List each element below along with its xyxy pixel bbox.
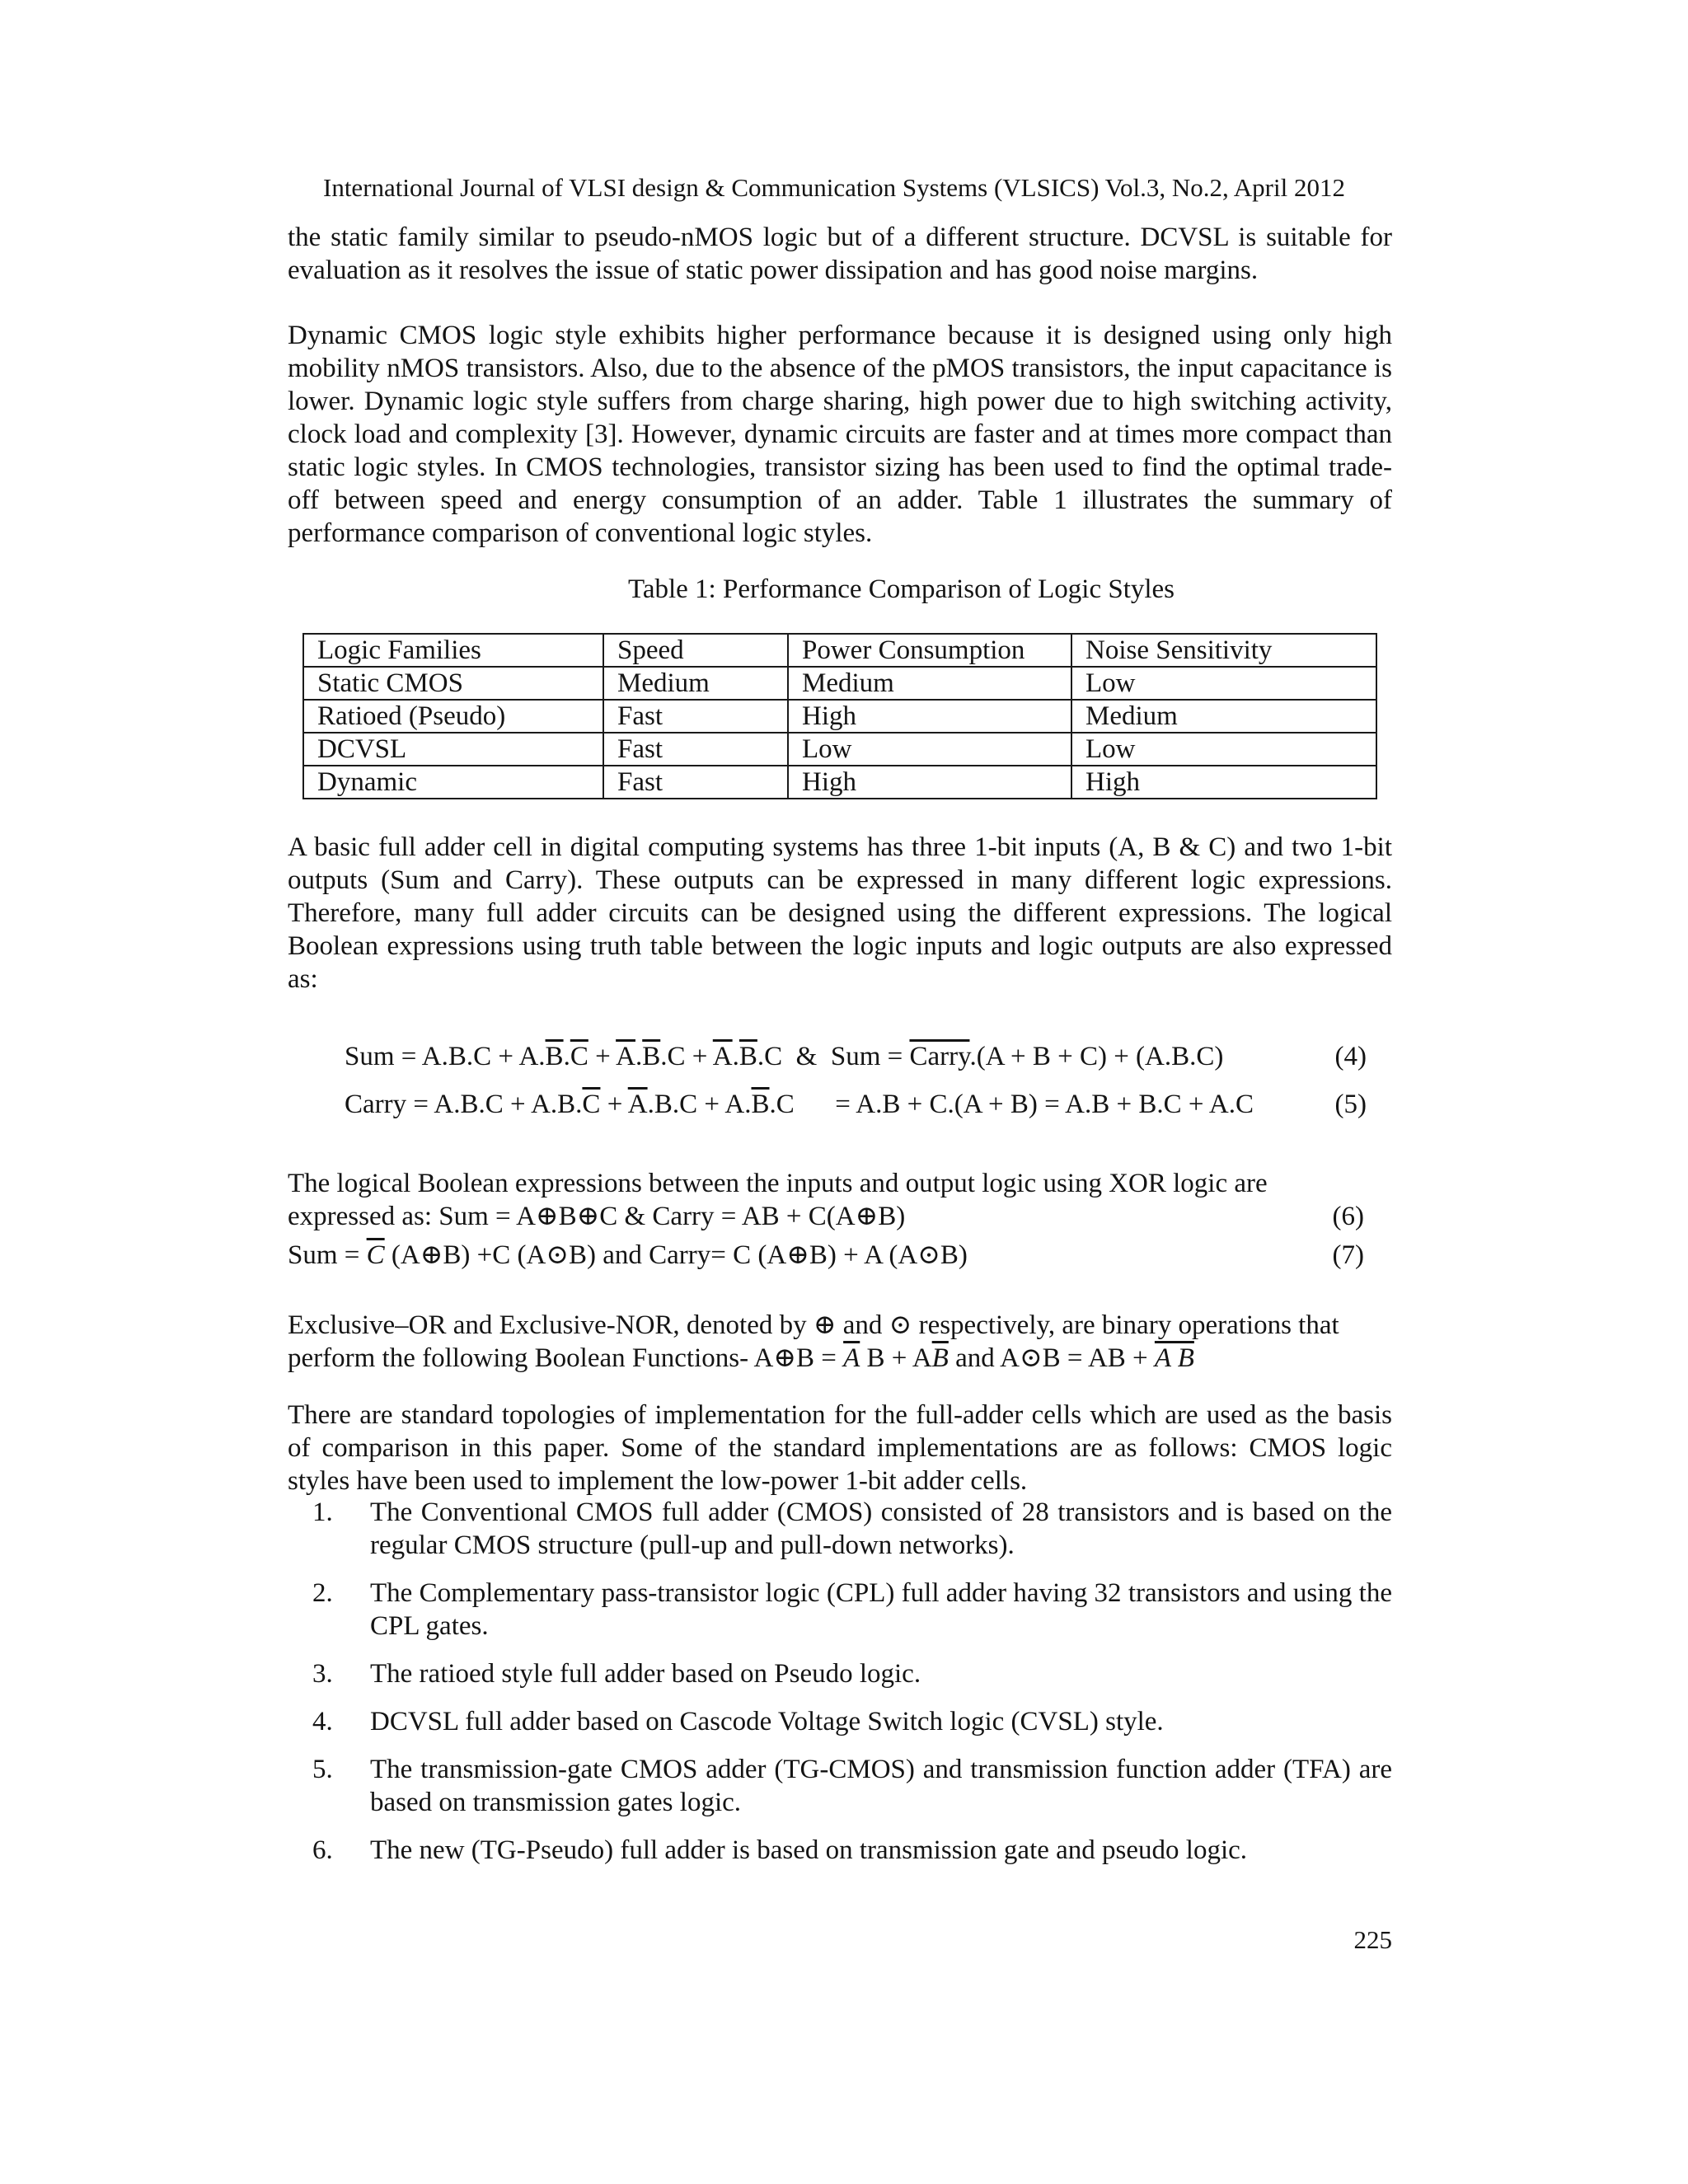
table-cell: Static CMOS	[303, 667, 603, 700]
list-number: 4.	[312, 1707, 333, 1736]
list-number: 2.	[312, 1578, 333, 1608]
list-number: 1.	[312, 1497, 333, 1527]
equation-7-prefix: Sum =	[288, 1240, 367, 1270]
table-header-cell: Power Consumption	[788, 634, 1071, 667]
ab-bar: A B	[1154, 1343, 1194, 1373]
list-text: The ratioed style full adder based on Pseudo logic.	[370, 1659, 921, 1689]
table-cell: Dynamic	[303, 766, 603, 799]
paragraph-dcvsl: the static family similar to pseudo-nMOS logic but of a different structure. DCVSL is suitable for evaluation as it resolves the issue of static power dissipation and has good noise margins.	[288, 223, 1392, 285]
equation-number: (7)	[1332, 1240, 1364, 1270]
list-text: The transmission-gate CMOS adder (TG-CMOS) and transmission function adder (TFA) are based on transmission gates logic.	[370, 1755, 1392, 1817]
table-header-cell: Logic Families	[303, 634, 603, 667]
table-cell: Fast	[603, 700, 788, 733]
xor-line-2-mid: B + A	[860, 1343, 932, 1373]
running-header: International Journal of VLSI design & Communication Systems (VLSICS) Vol.3, No.2, April 2012	[323, 173, 1345, 202]
table-cell: Low	[1071, 667, 1376, 700]
equation-7-cbar: $\overline{C}$	[366, 1240, 385, 1270]
xor-line-2	[288, 1342, 1392, 1375]
table-cell: Medium	[1071, 700, 1376, 733]
table-row	[303, 766, 1376, 799]
table-cell: Medium	[788, 667, 1071, 700]
paragraph-xor-definition	[288, 1309, 1392, 1342]
list-number: 6.	[312, 1835, 333, 1865]
list-text: The Complementary pass-transistor logic (CPL) full adder having 32 transistors and using the CPL gates.	[370, 1578, 1392, 1641]
equation-7	[288, 1239, 1392, 1272]
paragraph-dynamic-cmos: Dynamic CMOS logic style exhibits higher performance because it is designed using only high mobility nMOS transistors. Also, due to the absence of the pMOS transistors, the input capacitance is lower. Dynamic logic style suffers from charge sharing, high power due to high switching activity, clock load and complexity [3]. However, dynamic circuits are faster and at times more compact than static logic styles. In CMOS technologies, transistor sizing has been used to find the optimal trade-off between speed and energy consumption of an adder. Table 1 illustrates the summary of performance comparison of conventional logic styles.	[288, 321, 1392, 548]
xor-line-1: Exclusive–OR and Exclusive-NOR, denoted by ⊕ and ⊙ respectively, are binary operations that	[288, 1310, 1339, 1340]
table-caption: Table 1: Performance Comparison of Logic Styles	[627, 574, 1175, 604]
list-item	[288, 1657, 1392, 1690]
xor-line-2-and: and A⊙B = AB +	[948, 1343, 1155, 1373]
table-cell: Fast	[603, 766, 788, 799]
equation-4-body: Sum = $A.B.C + A.\overline{B}.\overline{C} + \overline{A}.\overline{B}.C + \overline{A}.\overline{B}.C$ & Sum = Carry.(A + B + C) + (A.B.C)	[345, 1042, 1224, 1071]
table-cell: Fast	[603, 733, 788, 766]
a-bar: $\overline{A}$	[843, 1343, 860, 1373]
list-item	[288, 1753, 1392, 1819]
list-item	[288, 1705, 1392, 1738]
paragraph-xor-intro: The logical Boolean expressions between the inputs and output logic using XOR logic are	[288, 1169, 1268, 1198]
table-row	[303, 700, 1376, 733]
table-cell: Low	[788, 733, 1071, 766]
table-cell: Ratioed (Pseudo)	[303, 700, 603, 733]
table-cell: DCVSL	[303, 733, 603, 766]
xor-line-2-prefix: perform the following Boolean Functions- A⊕B =	[288, 1343, 844, 1373]
equation-7-body: (A⊕B) +C (A⊙B) and Carry= C (A⊕B) + A (A⊙B)	[384, 1240, 968, 1270]
equation-number: (6)	[1332, 1202, 1364, 1231]
table-cell: High	[788, 766, 1071, 799]
equation-6	[288, 1200, 1392, 1233]
list-item	[288, 1577, 1392, 1643]
equation-5	[345, 1088, 1367, 1121]
topology-list	[288, 1496, 1392, 1867]
equation-6-body: expressed as: Sum = A⊕B⊕C & Carry = AB + C(A⊕B)	[288, 1202, 906, 1231]
list-text: The new (TG-Pseudo) full adder is based on transmission gate and pseudo logic.	[370, 1835, 1248, 1865]
equation-number: (5)	[1334, 1090, 1367, 1119]
list-item	[288, 1496, 1392, 1562]
list-number: 3.	[312, 1659, 333, 1689]
b-bar: $\overline{B}$	[931, 1343, 949, 1373]
table-cell: Medium	[603, 667, 788, 700]
page-number: 225	[1353, 1925, 1392, 1954]
table-row	[303, 733, 1376, 766]
equation-number: (4)	[1334, 1042, 1367, 1071]
table-cell: High	[788, 700, 1071, 733]
paragraph-full-adder: A basic full adder cell in digital computing systems has three 1-bit inputs (A, B & C) and two 1-bit outputs (Sum and Carry). These outputs can be expressed in many different logic expressions. Therefore, many full adder circuits can be designed using the different expressions. The logical Boolean expressions using truth table between the logic inputs and logic outputs are also expressed as:	[288, 832, 1392, 994]
table-cell: Low	[1071, 733, 1376, 766]
list-item	[288, 1834, 1392, 1867]
performance-comparison-table	[302, 633, 1377, 799]
table-row	[303, 667, 1376, 700]
paragraph-topologies: There are standard topologies of implementation for the full-adder cells which are used as the basis of comparison in this paper. Some of the standard implementations are as follows: CMOS logic styles have been used to implement the low-power 1-bit adder cells.	[288, 1400, 1392, 1496]
table-header-cell: Noise Sensitivity	[1071, 634, 1376, 667]
list-text: The Conventional CMOS full adder (CMOS) consisted of 28 transistors and is based on the regular CMOS structure (pull-up and pull-down networks).	[370, 1497, 1392, 1560]
table-header-row	[303, 634, 1376, 667]
list-text: DCVSL full adder based on Cascode Voltage Switch logic (CVSL) style.	[370, 1707, 1164, 1736]
equation-4	[345, 1040, 1367, 1073]
table-header-cell: Speed	[603, 634, 788, 667]
list-number: 5.	[312, 1755, 333, 1784]
table-cell: High	[1071, 766, 1376, 799]
equation-5-body: Carry = $A.B.C + A.B.\overline{C} + \overline{A}.B.C + A.\overline{B}.C$ = A.B + C.(A + B) = A.B + B.C + A.C	[345, 1090, 1254, 1119]
